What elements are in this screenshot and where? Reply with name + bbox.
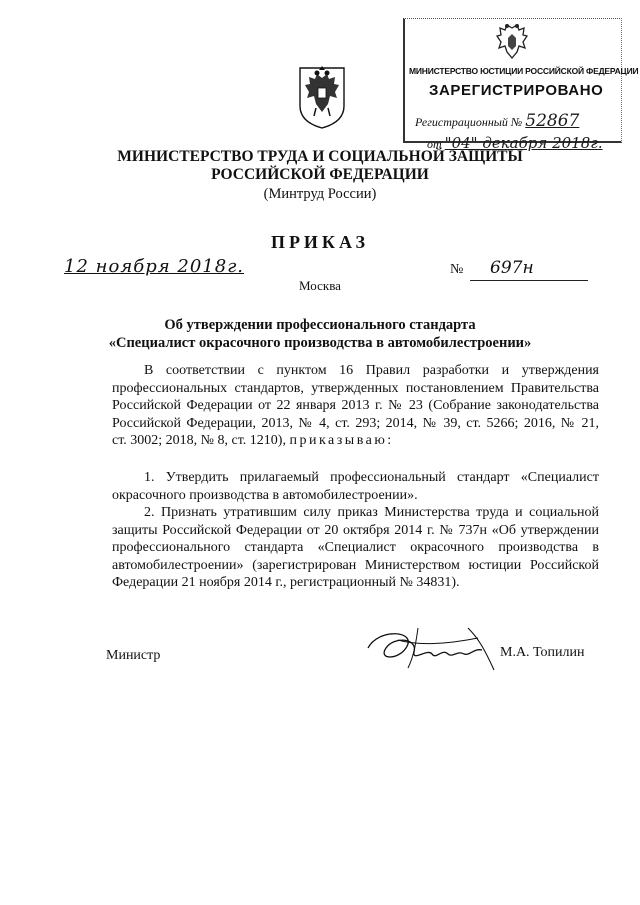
stamp-regno-label: Регистрационный № <box>415 115 523 129</box>
order-number-label: № <box>450 262 464 277</box>
coat-of-arms-icon <box>296 64 348 130</box>
signatory-position: Министр <box>106 648 161 663</box>
stamp-regno-value: 52867 <box>525 111 580 131</box>
stamp-ministry-text: МИНИСТЕРСТВО ЮСТИЦИИ РОССИЙСКОЙ ФЕДЕРАЦИИ <box>409 66 639 76</box>
item-1-line: 1. Утвердить прилагаемый профессиональный стандарт «Специалист <box>144 470 599 485</box>
stamp-date-value: "04" декабря 2018г. <box>444 134 603 152</box>
item-1-last-line: окрасочного производства в автомобилестроении». <box>112 487 418 503</box>
order-city: Москва <box>299 278 341 293</box>
item-2-line: автомобилестроении» (зарегистрирован Министерством юстиции Российской <box>112 557 599 573</box>
stamp-registration-number <box>415 111 579 131</box>
item-2-last-line: Федерации 21 ноября 2014 г., регистрационный № 34831). <box>112 575 460 591</box>
preamble-line: В соответствии с пунктом 16 Правил разработки и утверждения <box>144 363 599 378</box>
item-2-paragraph <box>112 504 599 592</box>
stamp-eagle-emblem-icon <box>495 22 529 62</box>
ministry-name-line2: РОССИЙСКОЙ ФЕДЕРАЦИИ <box>211 166 429 183</box>
item-2-line: профессионального стандарта «Специалист окрасочного производства в <box>112 540 599 556</box>
order-date: 12 ноября 2018г. <box>64 256 245 277</box>
order-number: 697н <box>490 258 534 278</box>
registration-stamp <box>403 18 639 152</box>
item-2-line: защиты Российской Федерации от 20 октября 2014 г. № 737н «Об утверждении <box>112 522 599 538</box>
handwritten-signature <box>358 618 498 676</box>
preamble-action: приказываю: <box>289 433 394 449</box>
preamble-last-text: ст. 3002; 2018, № 8, ст. 1210), <box>112 433 286 449</box>
ministry-name-line1: МИНИСТЕРСТВО ТРУДА И СОЦИАЛЬНОЙ ЗАЩИТЫ <box>117 148 523 165</box>
preamble-line: Российской Федерации, 2013, № 4, ст. 293; 2014, № 39, ст. 5266; 2016, № 21, <box>112 415 599 431</box>
stamp-registered-text: ЗАРЕГИСТРИРОВАНО <box>429 82 604 99</box>
stamp-date-label: от <box>427 137 442 151</box>
preamble-line: профессиональных стандартов, утвержденных постановлением Правительства <box>112 380 599 396</box>
item-1-paragraph <box>112 469 599 504</box>
preamble-paragraph <box>112 362 599 450</box>
ministry-short-name: (Минтруд России) <box>263 186 377 202</box>
order-title: ПРИКАЗ <box>270 232 370 252</box>
item-2-line: 2. Признать утратившим силу приказ Министерства труда и социальной <box>144 505 599 520</box>
preamble-line: Российской Федерации от 22 января 2013 г. № 23 (Собрание законодательства <box>112 398 599 414</box>
order-subject-line1: Об утверждении профессионального стандарта <box>164 317 476 333</box>
signatory-name: М.А. Топилин <box>500 645 585 660</box>
order-subject-line2: «Специалист окрасочного производства в автомобилестроении» <box>108 335 532 351</box>
preamble-last-line <box>112 432 599 450</box>
